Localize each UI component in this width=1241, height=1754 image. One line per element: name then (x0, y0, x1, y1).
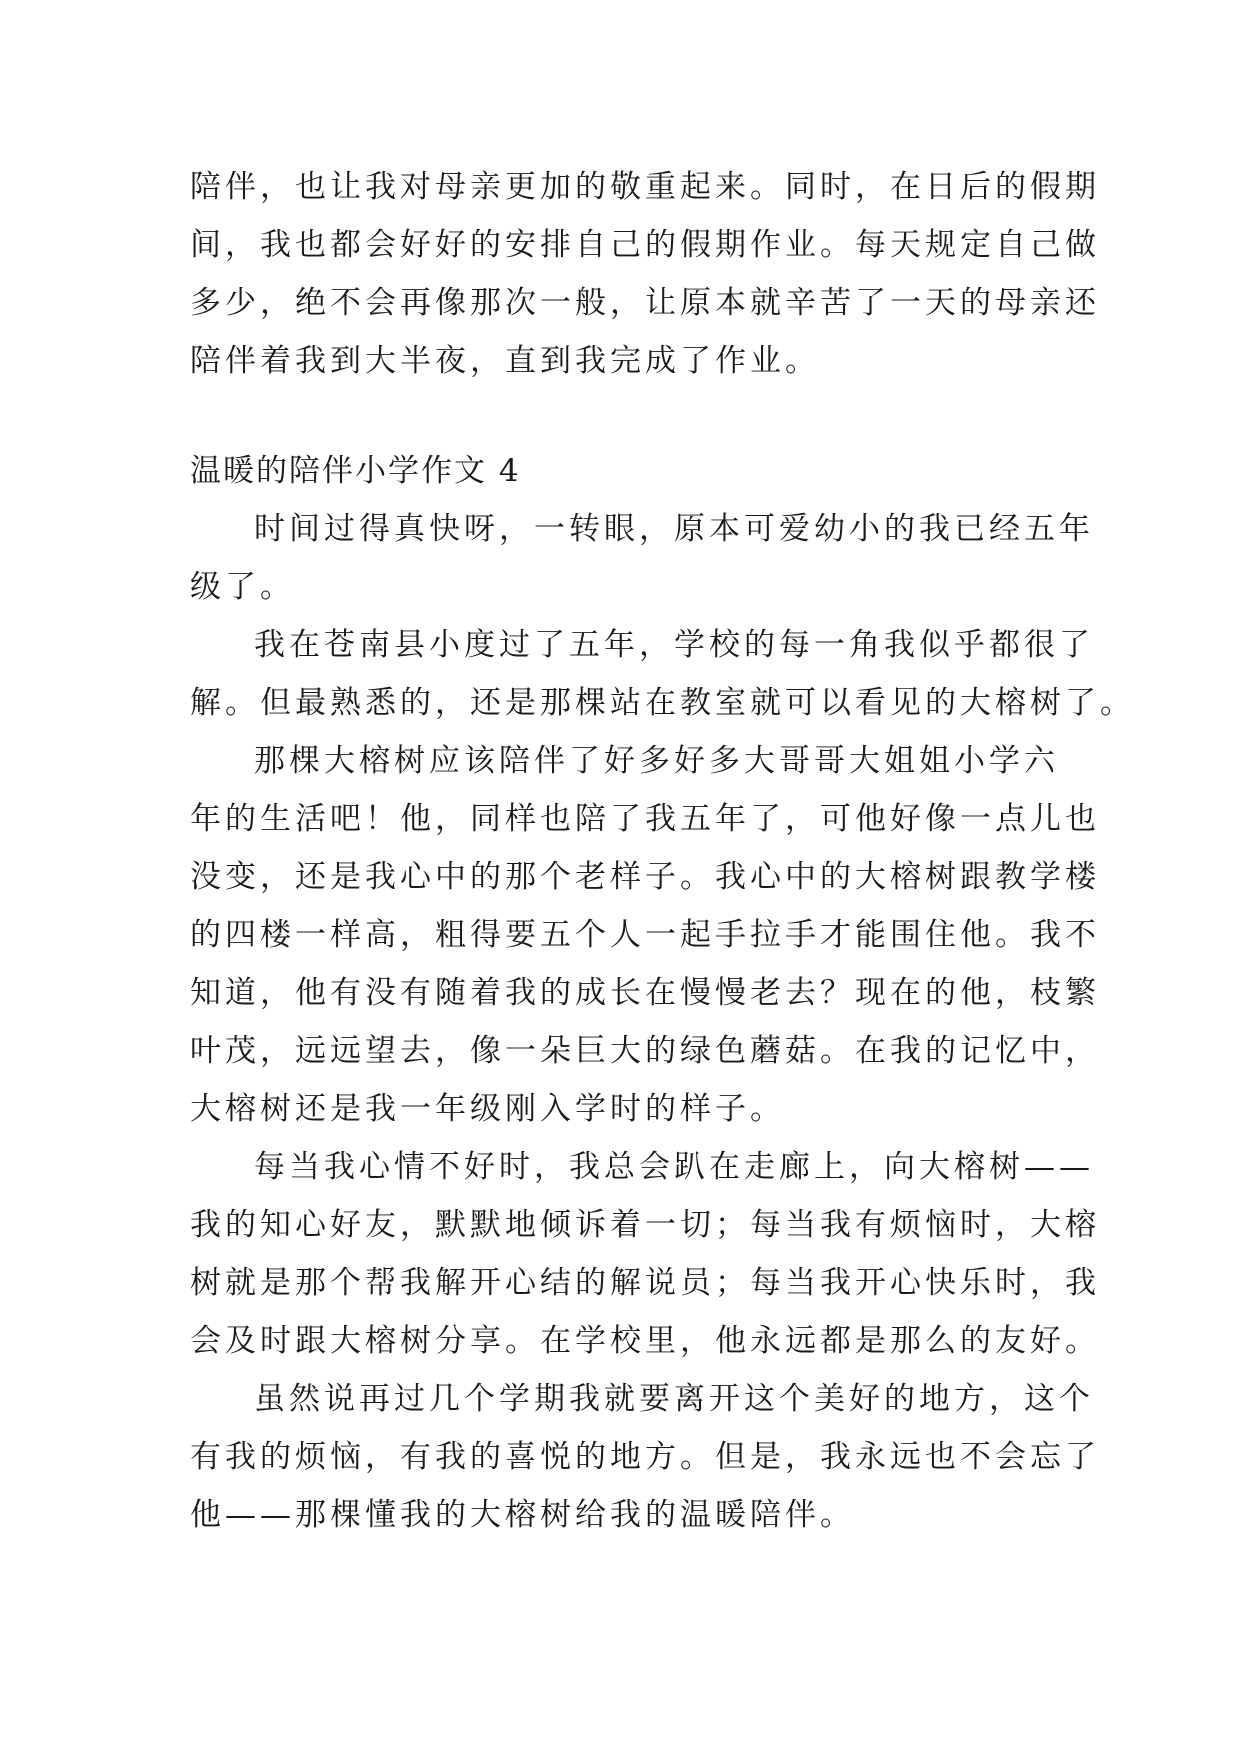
text-line: 我的知心好友，默默地倾诉着一切；每当我有烦恼时，大榕 (190, 1207, 1100, 1243)
essay-title (190, 442, 1050, 500)
paragraph-5 (190, 1370, 1100, 1544)
text-line: 陪伴着我到大半夜，直到我完成了作业。 (190, 343, 820, 379)
text-line: 我在苍南县小度过了五年，学校的每一角我似乎都很了 (254, 627, 1094, 663)
text-line: 的四楼一样高，粗得要五个人一起手拉手才能围住他。我不 (190, 917, 1100, 953)
text-line: 树就是那个帮我解开心结的解说员；每当我开心快乐时，我 (190, 1265, 1100, 1301)
text-line: 那棵大榕树应该陪伴了好多好多大哥哥大姐姐小学六 (254, 743, 1059, 779)
intro-paragraph (190, 158, 1100, 390)
text-line: 虽然说再过几个学期我就要离开这个美好的地方，这个 (254, 1381, 1094, 1417)
text-line: 知道，他有没有随着我的成长在慢慢老去？现在的他，枝繁 (190, 975, 1100, 1011)
text-line: 解。但最熟悉的，还是那棵站在教室就可以看见的大榕树了。 (190, 685, 1135, 721)
document-body (190, 158, 1135, 1544)
text-line: 叶茂，远远望去，像一朵巨大的绿色蘑菇。在我的记忆中， (190, 1033, 1100, 1069)
text-line: 级了。 (190, 569, 295, 605)
text-line: 多少，绝不会再像那次一般，让原本就辛苦了一天的母亲还 (190, 285, 1100, 321)
text-line: 会及时跟大榕树分享。在学校里，他永远都是那么的友好。 (190, 1323, 1100, 1359)
text-line: 有我的烦恼，有我的喜悦的地方。但是，我永远也不会忘了 (190, 1439, 1100, 1475)
text-line: 间，我也都会好好的安排自己的假期作业。每天规定自己做 (190, 227, 1100, 263)
paragraph-2 (190, 616, 1135, 732)
text-line: 每当我心情不好时，我总会趴在走廊上，向大榕树—— (254, 1149, 1094, 1185)
text-line: 他——那棵懂我的大榕树给我的温暖陪伴。 (190, 1497, 855, 1533)
paragraph-3 (190, 732, 1100, 1138)
paragraph-4 (190, 1138, 1100, 1370)
text-line: 陪伴，也让我对母亲更加的敬重起来。同时，在日后的假期 (190, 169, 1100, 205)
text-line: 年的生活吧！他，同样也陪了我五年了，可他好像一点儿也 (190, 801, 1100, 837)
text-line: 大榕树还是我一年级刚入学时的样子。 (190, 1091, 785, 1127)
paragraph-1 (190, 500, 1094, 616)
text-line: 没变，还是我心中的那个老样子。我心中的大榕树跟教学楼 (190, 859, 1100, 895)
essay-title-text: 温暖的陪伴小学作文 4 (190, 453, 521, 489)
text-line: 时间过得真快呀，一转眼，原本可爱幼小的我已经五年 (254, 511, 1094, 547)
